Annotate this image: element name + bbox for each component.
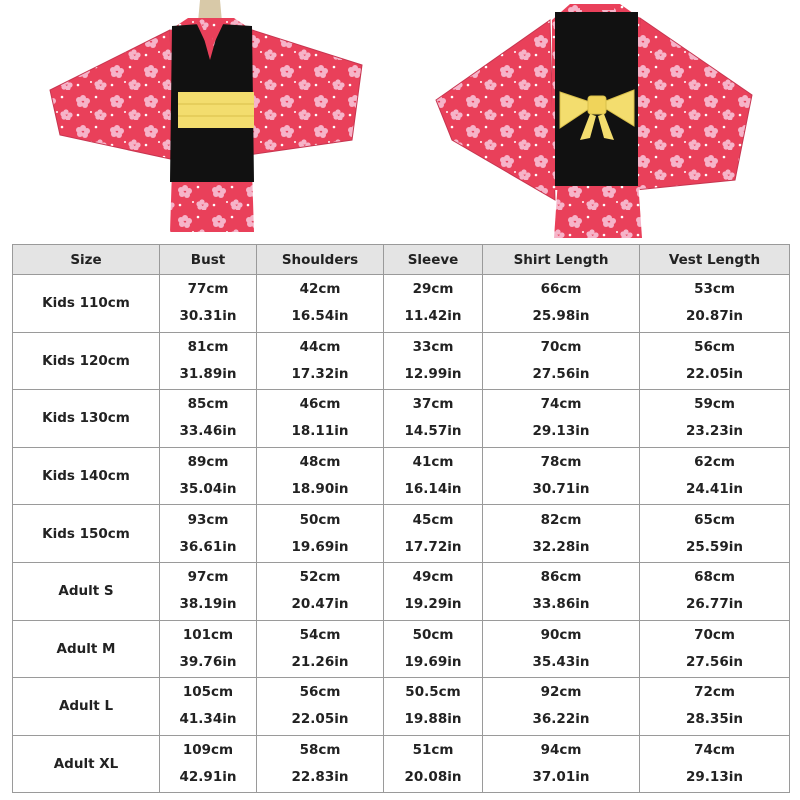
- shirt-cm-value: 94cm: [540, 742, 582, 759]
- size-label: Adult XL: [13, 735, 160, 793]
- sleeve-cell: [384, 390, 483, 448]
- bust-cell: [160, 620, 257, 678]
- vest-in-value: 22.05in: [686, 365, 743, 382]
- shoulders-cm-value: 50cm: [299, 511, 341, 528]
- size-label: Kids 120cm: [13, 332, 160, 390]
- shirt-in-value: 27.56in: [532, 365, 590, 382]
- sleeve-in-value: 19.69in: [404, 653, 462, 670]
- shoulders-cm-value: 48cm: [299, 454, 341, 471]
- shirt-in-value: 32.28in: [532, 538, 590, 555]
- bust-cm-value: 85cm: [187, 396, 229, 413]
- vest-cell: [640, 390, 790, 448]
- size-chart: [12, 244, 789, 793]
- shirt-cm-value: 90cm: [540, 626, 582, 643]
- shirt-cm-value: 86cm: [540, 569, 582, 586]
- bust-cm-value: 81cm: [187, 338, 229, 355]
- sleeve-in-value: 17.72in: [404, 538, 462, 555]
- shoulders-cm-value: 54cm: [299, 626, 341, 643]
- vest-cell: [640, 620, 790, 678]
- shoulders-cell: [257, 275, 384, 333]
- size-label: Adult L: [13, 678, 160, 736]
- table-row: [13, 275, 790, 333]
- shoulders-cell: [257, 447, 384, 505]
- sleeve-cell: [384, 447, 483, 505]
- bust-in-value: 31.89in: [179, 365, 237, 382]
- shoulders-cell: [257, 620, 384, 678]
- header-row: [13, 245, 790, 275]
- shoulders-in-value: 21.26in: [291, 653, 349, 670]
- vest-cm-value: 70cm: [694, 626, 735, 643]
- table-row: [13, 390, 790, 448]
- sleeve-cm-value: 50cm: [412, 626, 454, 643]
- vest-cm-value: 53cm: [694, 281, 735, 298]
- shirt-in-value: 25.98in: [532, 308, 590, 325]
- bust-cm-value: 105cm: [182, 684, 234, 701]
- header-vest-length: Vest Length: [640, 245, 790, 275]
- sleeve-cell: [384, 620, 483, 678]
- shirt-cm-value: 78cm: [540, 454, 582, 471]
- bust-cell: [160, 332, 257, 390]
- vest-cm-value: 62cm: [694, 454, 735, 471]
- vest-in-value: 20.87in: [686, 308, 743, 325]
- shoulders-cm-value: 46cm: [299, 396, 341, 413]
- size-table: [12, 244, 790, 793]
- sleeve-in-value: 12.99in: [404, 365, 462, 382]
- shoulders-cm-value: 52cm: [299, 569, 341, 586]
- table-row: [13, 505, 790, 563]
- shoulders-in-value: 16.54in: [291, 308, 349, 325]
- shoulders-in-value: 20.47in: [291, 596, 349, 613]
- shirt-in-value: 36.22in: [532, 711, 590, 728]
- kimono-back-image: [430, 0, 760, 240]
- vest-in-value: 25.59in: [686, 538, 743, 555]
- shirt-cell: [483, 332, 640, 390]
- shirt-in-value: 30.71in: [532, 481, 590, 498]
- header-shoulders: Shoulders: [257, 245, 384, 275]
- header-bust: Bust: [160, 245, 257, 275]
- vest-cell: [640, 735, 790, 793]
- bust-cell: [160, 505, 257, 563]
- header-sleeve: Sleeve: [384, 245, 483, 275]
- sleeve-cm-value: 49cm: [412, 569, 454, 586]
- sleeve-cm-value: 51cm: [412, 742, 454, 759]
- shoulders-cell: [257, 678, 384, 736]
- table-row: [13, 562, 790, 620]
- vest-in-value: 24.41in: [686, 481, 743, 498]
- sleeve-cm-value: 37cm: [412, 396, 454, 413]
- bust-cell: [160, 562, 257, 620]
- sleeve-cell: [384, 332, 483, 390]
- vest-cm-value: 56cm: [694, 338, 735, 355]
- kimono-front-image: [40, 0, 380, 240]
- bust-cell: [160, 390, 257, 448]
- shirt-cell: [483, 678, 640, 736]
- shirt-cell: [483, 562, 640, 620]
- bust-cell: [160, 447, 257, 505]
- sleeve-in-value: 20.08in: [404, 769, 462, 786]
- table-row: [13, 332, 790, 390]
- vest-cm-value: 65cm: [694, 511, 735, 528]
- shoulders-in-value: 22.05in: [291, 711, 349, 728]
- shoulders-in-value: 22.83in: [291, 769, 349, 786]
- shirt-cm-value: 74cm: [540, 396, 582, 413]
- vest-cm-value: 72cm: [694, 684, 735, 701]
- sleeve-cm-value: 29cm: [412, 281, 454, 298]
- sleeve-cm-value: 33cm: [412, 338, 454, 355]
- shirt-in-value: 29.13in: [532, 423, 590, 440]
- vest-cell: [640, 562, 790, 620]
- shirt-cell: [483, 620, 640, 678]
- vest-in-value: 23.23in: [686, 423, 743, 440]
- shoulders-cm-value: 58cm: [299, 742, 341, 759]
- sleeve-cell: [384, 735, 483, 793]
- table-row: [13, 620, 790, 678]
- vest-in-value: 26.77in: [686, 596, 743, 613]
- bust-cm-value: 89cm: [187, 454, 229, 471]
- shoulders-cell: [257, 332, 384, 390]
- table-row: [13, 447, 790, 505]
- shoulders-in-value: 19.69in: [291, 538, 349, 555]
- sleeve-cm-value: 50.5cm: [405, 684, 461, 701]
- shoulders-cell: [257, 735, 384, 793]
- shoulders-in-value: 18.11in: [291, 423, 349, 440]
- shoulders-cell: [257, 390, 384, 448]
- bust-cell: [160, 735, 257, 793]
- sleeve-cell: [384, 505, 483, 563]
- sleeve-in-value: 14.57in: [404, 423, 462, 440]
- shoulders-in-value: 18.90in: [291, 481, 349, 498]
- shirt-cell: [483, 735, 640, 793]
- shoulders-cm-value: 44cm: [299, 338, 341, 355]
- vest-in-value: 28.35in: [686, 711, 743, 728]
- vest-cm-value: 68cm: [694, 569, 735, 586]
- header-shirt-length: Shirt Length: [483, 245, 640, 275]
- sleeve-in-value: 19.88in: [404, 711, 462, 728]
- table-row: [13, 735, 790, 793]
- shirt-in-value: 35.43in: [532, 653, 590, 670]
- vest-in-value: 29.13in: [686, 769, 743, 786]
- size-label: Kids 140cm: [13, 447, 160, 505]
- bust-cm-value: 93cm: [187, 511, 229, 528]
- bust-cell: [160, 275, 257, 333]
- header-size: Size: [13, 245, 160, 275]
- shoulders-in-value: 17.32in: [291, 365, 349, 382]
- shirt-cell: [483, 447, 640, 505]
- bust-cm-value: 77cm: [187, 281, 229, 298]
- size-label: Kids 130cm: [13, 390, 160, 448]
- bust-in-value: 39.76in: [179, 653, 237, 670]
- bust-in-value: 30.31in: [179, 308, 237, 325]
- size-label: Kids 110cm: [13, 275, 160, 333]
- sleeve-cell: [384, 562, 483, 620]
- sleeve-in-value: 11.42in: [404, 308, 462, 325]
- vest-cell: [640, 332, 790, 390]
- shoulders-cm-value: 56cm: [299, 684, 341, 701]
- bust-cm-value: 109cm: [182, 742, 234, 759]
- shirt-cm-value: 70cm: [540, 338, 582, 355]
- bust-cm-value: 97cm: [187, 569, 229, 586]
- shirt-cell: [483, 505, 640, 563]
- sleeve-cm-value: 41cm: [412, 454, 454, 471]
- shirt-in-value: 33.86in: [532, 596, 590, 613]
- shoulders-cm-value: 42cm: [299, 281, 341, 298]
- shirt-cm-value: 66cm: [540, 281, 582, 298]
- shirt-in-value: 37.01in: [532, 769, 590, 786]
- bust-in-value: 42.91in: [179, 769, 237, 786]
- table-row: [13, 678, 790, 736]
- shirt-cell: [483, 390, 640, 448]
- bust-in-value: 38.19in: [179, 596, 237, 613]
- size-label: Adult M: [13, 620, 160, 678]
- size-label: Adult S: [13, 562, 160, 620]
- shirt-cell: [483, 275, 640, 333]
- sleeve-cm-value: 45cm: [412, 511, 454, 528]
- product-photos: [0, 0, 800, 240]
- bust-in-value: 36.61in: [179, 538, 237, 555]
- sleeve-in-value: 19.29in: [404, 596, 462, 613]
- sleeve-cell: [384, 275, 483, 333]
- bust-in-value: 33.46in: [179, 423, 237, 440]
- bust-in-value: 41.34in: [179, 711, 237, 728]
- shoulders-cell: [257, 562, 384, 620]
- vest-cell: [640, 447, 790, 505]
- vest-cell: [640, 678, 790, 736]
- shirt-cm-value: 92cm: [540, 684, 582, 701]
- vest-in-value: 27.56in: [686, 653, 743, 670]
- bust-cell: [160, 678, 257, 736]
- sleeve-cell: [384, 678, 483, 736]
- vest-cell: [640, 275, 790, 333]
- vest-cm-value: 59cm: [694, 396, 735, 413]
- shoulders-cell: [257, 505, 384, 563]
- bust-in-value: 35.04in: [179, 481, 237, 498]
- shirt-cm-value: 82cm: [540, 511, 582, 528]
- size-label: Kids 150cm: [13, 505, 160, 563]
- vest-cell: [640, 505, 790, 563]
- vest-cm-value: 74cm: [694, 742, 735, 759]
- sleeve-in-value: 16.14in: [404, 481, 462, 498]
- bust-cm-value: 101cm: [182, 626, 234, 643]
